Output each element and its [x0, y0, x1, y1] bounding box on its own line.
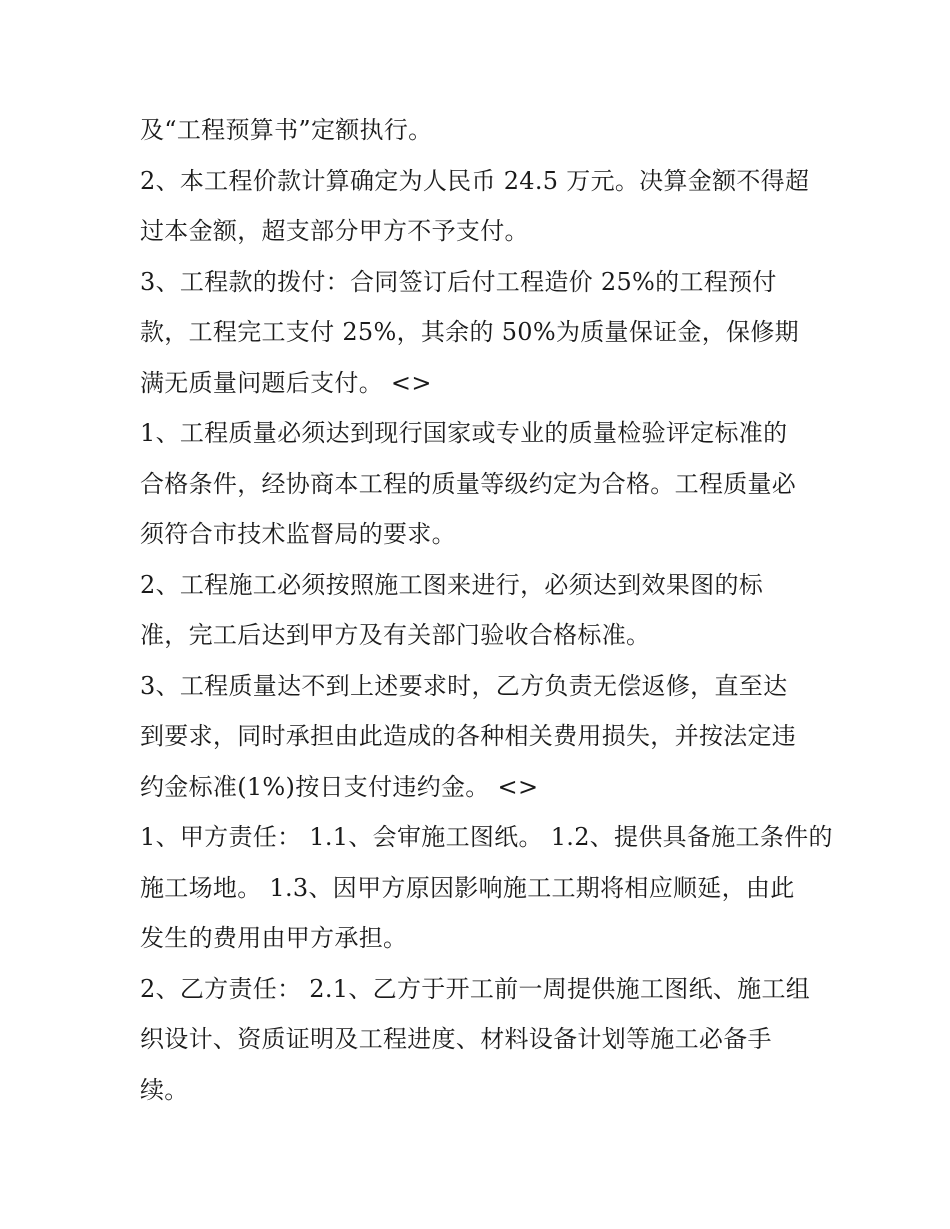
text-line: 3、工程款的拨付：合同签订后付工程造价 25%的工程预付: [140, 268, 777, 296]
text-line: 须符合市技术监督局的要求。: [140, 520, 456, 548]
text-line: 合格条件，经协商本工程的质量等级约定为合格。工程质量必: [140, 470, 797, 498]
text-line: 2、工程施工必须按照施工图来进行，必须达到效果图的标: [140, 571, 764, 599]
text-line: 2、乙方责任： 2.1、乙方于开工前一周提供施工图纸、施工组: [140, 975, 811, 1003]
text-line: 款，工程完工支付 25%，其余的 50%为质量保证金，保修期: [140, 318, 799, 346]
text-line: 过本金额，超支部分甲方不予支付。: [140, 217, 529, 245]
text-line: 施工场地。 1.3、因甲方原因影响施工工期将相应顺延，由此: [140, 874, 795, 902]
text-line: 1、工程质量必须达到现行国家或专业的质量检验评定标准的: [140, 419, 788, 447]
text-line: 1、甲方责任： 1.1、会审施工图纸。 1.2、提供具备施工条件的: [140, 823, 833, 851]
text-line: 到要求，同时承担由此造成的各种相关费用损失，并按法定违: [140, 722, 797, 750]
text-line: 2、本工程价款计算确定为人民币 24.5 万元。决算金额不得超: [140, 167, 810, 195]
text-line: 3、工程质量达不到上述要求时，乙方负责无偿返修，直至达: [140, 672, 788, 700]
text-line: 织设计、资质证明及工程进度、材料设备计划等施工必备手: [140, 1025, 772, 1053]
text-line: 约金标准(1%)按日支付违约金。 <>: [140, 773, 539, 801]
text-line: 准，完工后达到甲方及有关部门验收合格标准。: [140, 621, 651, 649]
text-line: 满无质量问题后支付。 <>: [140, 369, 432, 397]
text-line: 及“工程预算书”定额执行。: [140, 116, 433, 144]
text-line: 发生的费用由甲方承担。: [140, 924, 408, 952]
text-line: 续。: [140, 1076, 189, 1104]
